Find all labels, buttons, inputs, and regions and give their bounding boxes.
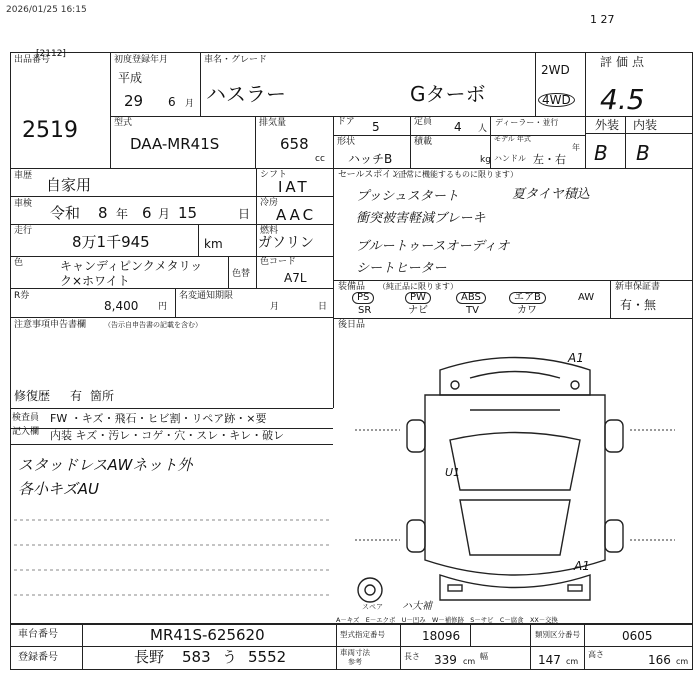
- type-no-value: 18096: [422, 629, 461, 643]
- equip-navi: ナビ: [408, 305, 428, 316]
- new-warranty-value: 有・無: [620, 298, 657, 312]
- handle-value: 左・右: [533, 153, 566, 166]
- caution-sub: （告示自申告書の記載を含む）: [104, 321, 202, 329]
- note-line-1: スタッドレスAWネット外: [18, 456, 193, 474]
- drive-2wd: 2WD: [541, 63, 570, 77]
- dims-label: 車両寸法: [340, 648, 370, 657]
- plate-kana: う: [222, 648, 238, 666]
- first-reg-year: 29: [124, 92, 144, 110]
- capacity-value: 4: [454, 120, 462, 134]
- sales-item-4: シートヒーター: [356, 261, 447, 276]
- dims-wid-unit: cm: [566, 657, 579, 666]
- fuel-value: ガソリン: [258, 235, 314, 251]
- equip-airbag: エアB: [509, 292, 546, 304]
- first-reg-month: 6: [168, 95, 176, 109]
- dealer-label: ディーラー・並行: [495, 118, 559, 127]
- score-int-label: 内装: [633, 118, 658, 132]
- sales-sub: （正常に機能するものに限ります）: [390, 170, 518, 179]
- class-no-value: 0605: [622, 629, 653, 643]
- color-code-label: 色コード: [260, 257, 297, 267]
- exterior-check-row: FW ・キズ・飛石・ヒビ割・リペア跡・×要: [50, 412, 267, 425]
- usage-value: 自家用: [46, 176, 92, 194]
- sales-item-3: ブルートゥースオーディオ: [356, 239, 510, 254]
- chassis-value: MR41S-625620: [150, 626, 265, 644]
- plate-class: 583: [182, 648, 211, 666]
- model-year-unit: 年: [572, 143, 580, 152]
- handle-label: ハンドル: [494, 154, 526, 163]
- doors-value: 5: [372, 120, 380, 134]
- model-label: 型式: [114, 118, 133, 128]
- car-name: ハスラー: [206, 82, 286, 106]
- load-unit: kg: [480, 155, 491, 165]
- print-timestamp: 2026/01/25 16:15: [6, 5, 87, 15]
- repair-label: 修復歴: [14, 389, 51, 403]
- color-line2: ク×ホワイト: [60, 274, 130, 288]
- doors-label: ドア: [337, 117, 355, 127]
- inspection-label: 車検: [14, 199, 33, 209]
- dims-hei: 166: [648, 653, 671, 667]
- equip-aw: AW: [578, 292, 595, 303]
- notice-month-unit: 月: [270, 302, 280, 312]
- plate-number: 5552: [248, 648, 287, 666]
- mileage-label: 走行: [14, 226, 33, 236]
- interior-check-row: 内装 キズ・汚レ・コゲ・穴・スレ・キレ・破レ: [50, 429, 285, 442]
- equip-tv: TV: [466, 305, 479, 316]
- first-reg-era: 平成: [118, 71, 143, 85]
- sales-item-1: プッシュスタート: [356, 189, 459, 204]
- shape-value: ハッチB: [348, 152, 393, 166]
- displacement-value: 658: [280, 135, 309, 153]
- first-reg-label: 初度登録年月: [114, 55, 169, 65]
- color-line1: キャンディピンクメタリッ: [60, 259, 203, 273]
- dims-wid-label: 幅: [480, 652, 488, 661]
- displacement-unit: cc: [315, 154, 325, 164]
- shift-value: IAT: [278, 178, 310, 196]
- inspector-label-1: 検査員: [12, 413, 40, 423]
- score-ext-label: 外装: [595, 118, 620, 132]
- recycle-value: 8,400: [104, 299, 139, 313]
- ac-value: AAC: [276, 206, 317, 224]
- repair-bracket: 箇所: [90, 389, 115, 403]
- notice-day-unit: 日: [318, 302, 328, 312]
- inspection-year-unit: 年: [116, 207, 129, 221]
- recycle-label: R券: [14, 291, 30, 301]
- score-value: 4.5: [600, 83, 645, 116]
- score-int: B: [636, 141, 650, 165]
- chassis-label: 車台番号: [18, 629, 58, 640]
- dims-wid: 147: [538, 653, 561, 667]
- repair-value: 有: [70, 389, 83, 403]
- note-line-2: 各小キズAU: [18, 480, 99, 498]
- equip-ps: PS: [352, 292, 374, 304]
- color-change-label: 色替: [232, 269, 251, 279]
- damage-mark-2: U1: [445, 466, 461, 479]
- score-ext: B: [594, 141, 608, 165]
- inspection-era: 令和: [50, 204, 81, 222]
- sales-item-2: 衝突被害軽減ブレーキ: [356, 211, 486, 226]
- page-number: 1 27: [590, 13, 615, 26]
- sales-aside: 夏タイヤ積込: [512, 187, 590, 202]
- caution-label: 注意事項申告書欄: [14, 320, 87, 330]
- dims-len-label: 長さ: [404, 652, 420, 661]
- mileage-unit: km: [204, 237, 223, 251]
- score-label: 評価点: [600, 55, 649, 69]
- lot-label: 出品番号: [14, 55, 51, 65]
- mileage-value: 8万1千945: [72, 233, 150, 251]
- lot-number: 2519: [22, 118, 78, 143]
- plate-label: 登録番号: [18, 652, 58, 663]
- color-label: 色: [14, 258, 24, 268]
- lot-code: [2112]: [36, 49, 66, 59]
- shape-label: 形状: [337, 137, 356, 147]
- new-warranty-label: 新車保証書: [615, 282, 661, 292]
- damage-mark-1: A1: [568, 351, 584, 365]
- inspector-label-2: 記入欄: [12, 427, 40, 437]
- dims-len-unit: cm: [463, 657, 476, 666]
- model-value: DAA-MR41S: [130, 135, 220, 153]
- color-code-value: A7L: [284, 271, 307, 285]
- recycle-unit: 円: [158, 302, 168, 312]
- equipment-label: 装備品: [338, 282, 366, 292]
- equip-sr: SR: [358, 305, 372, 316]
- plate-region: 長野: [134, 648, 165, 666]
- damage-legend: A－キズ E－エクボ U－凹み W－補修跡 S－サビ C－腐食 XX－交換: [336, 616, 558, 624]
- car-grade: Gターボ: [410, 82, 486, 106]
- usage-label: 車歴: [14, 171, 33, 181]
- sales-label: セールスポイント: [338, 170, 410, 180]
- equip-pw: PW: [405, 292, 431, 304]
- inspection-year: 8: [98, 204, 108, 222]
- inspection-day-unit: 日: [238, 207, 251, 221]
- ac-label: 冷房: [260, 198, 279, 208]
- inspection-day: 15: [178, 204, 198, 222]
- equipment-sub: （純正品に限ります）: [378, 282, 458, 291]
- capacity-label: 定員: [414, 117, 433, 127]
- inspection-month: 6: [142, 204, 152, 222]
- post-install-label: 後日品: [338, 320, 366, 330]
- type-no-label: 型式指定番号: [340, 630, 385, 639]
- equip-abs: ABS: [456, 292, 486, 304]
- drive-4wd: 4WD: [538, 93, 575, 107]
- spare-label: スペア: [362, 603, 383, 611]
- load-label: 積載: [414, 137, 433, 147]
- first-reg-month-unit: 月: [185, 99, 195, 109]
- class-no-label: 類別区分番号: [535, 630, 580, 639]
- car-label: 車名・グレード: [204, 55, 268, 65]
- capacity-unit: 人: [478, 124, 488, 134]
- damage-mark-3: A1: [574, 559, 590, 573]
- model-year-label: モデル 年式: [494, 135, 531, 143]
- dims-hei-label: 高さ: [588, 650, 604, 659]
- shift-label: シフト: [260, 170, 288, 180]
- notice-label: 名変通知期限: [179, 291, 234, 301]
- fuel-label: 燃料: [260, 226, 279, 236]
- dims-hei-unit: cm: [676, 657, 689, 666]
- dims-len: 339: [434, 653, 457, 667]
- inspection-month-unit: 月: [158, 207, 171, 221]
- displacement-label: 排気量: [259, 118, 287, 128]
- damage-mark-4: ハ大補: [402, 601, 432, 612]
- equip-leather: カワ: [517, 305, 537, 316]
- dims-sub: 参考: [348, 658, 362, 666]
